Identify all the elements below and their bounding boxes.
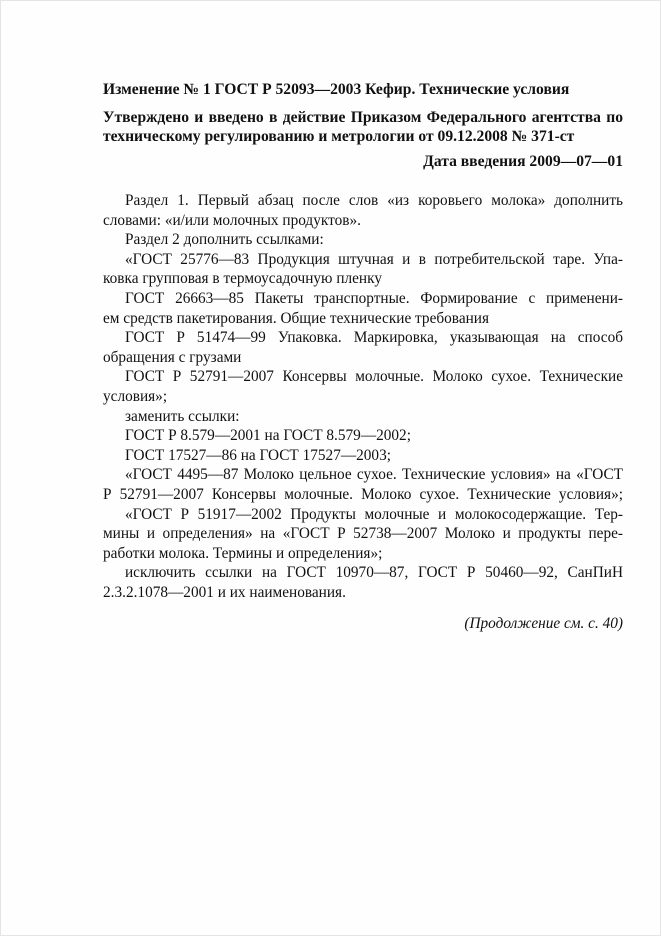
text-line: заменить ссылки: — [125, 407, 240, 425]
text-line: ГОСТ Р 8.579—2001 на ГОСТ 8.579—2002; — [125, 427, 411, 445]
text-line: ковка групповая в термоусадочную пленку — [103, 270, 382, 288]
text-line: ГОСТ 17527—86 на ГОСТ 17527—2003; — [125, 446, 391, 464]
text-line: работки молока. Термины и определения»; — [103, 544, 383, 562]
text-line: Р 52791—2007 Консервы молочные. Молоко сухое. Технические условия»; — [103, 485, 623, 503]
text-line: «ГОСТ 4495—87 Молоко цельное сухое. Технические условия» на «ГОСТ — [125, 466, 623, 484]
text-line: мины и определения» на «ГОСТ Р 52738—2007 Молоко и продукты пере- — [103, 525, 623, 543]
continuation-note: (Продолжение см. с. 40) — [464, 615, 623, 633]
approval-line-1: Утверждено и введено в действие Приказом Федерального агентства по — [103, 109, 623, 126]
document-content — [103, 80, 623, 633]
text-line: 2.3.2.1078—2001 и их наименования. — [103, 583, 346, 601]
text-line: словами: «и/или молочных продуктов». — [103, 211, 361, 229]
text-line: ГОСТ Р 52791—2007 Консервы молочные. Молоко сухое. Технические — [125, 368, 623, 386]
document-title: Изменение № 1 ГОСТ Р 52093—2003 Кефир. Технические условия — [103, 81, 570, 98]
approval-line-2: техническому регулированию и метрологии от 09.12.2008 № 371-ст — [103, 128, 575, 145]
text-line: Раздел 2 дополнить ссылками: — [125, 231, 324, 249]
text-line: «ГОСТ 25776—83 Продукция штучная и в потребительской таре. Упа- — [125, 250, 623, 268]
text-line: ГОСТ Р 51474—99 Упаковка. Маркировка, указывающая на способ — [125, 329, 623, 347]
text-line: исключить ссылки на ГОСТ 10970—87, ГОСТ Р 50460—92, СанПиН — [125, 564, 623, 582]
effective-date: Дата введения 2009—07—01 — [423, 153, 623, 170]
text-line: условия»; — [103, 387, 168, 405]
text-line: Раздел 1. Первый абзац после слов «из коровьего молока» дополнить — [125, 192, 623, 209]
text-line: ем средств пакетирования. Общие технические требования — [103, 309, 490, 327]
text-line: «ГОСТ Р 51917—2002 Продукты молочные и молокосодержащие. Тер- — [125, 505, 623, 523]
text-line: обращения с грузами — [103, 348, 242, 366]
text-line: ГОСТ 26663—85 Пакеты транспортные. Формирование с применени- — [125, 289, 623, 307]
amendment-body — [103, 191, 623, 602]
